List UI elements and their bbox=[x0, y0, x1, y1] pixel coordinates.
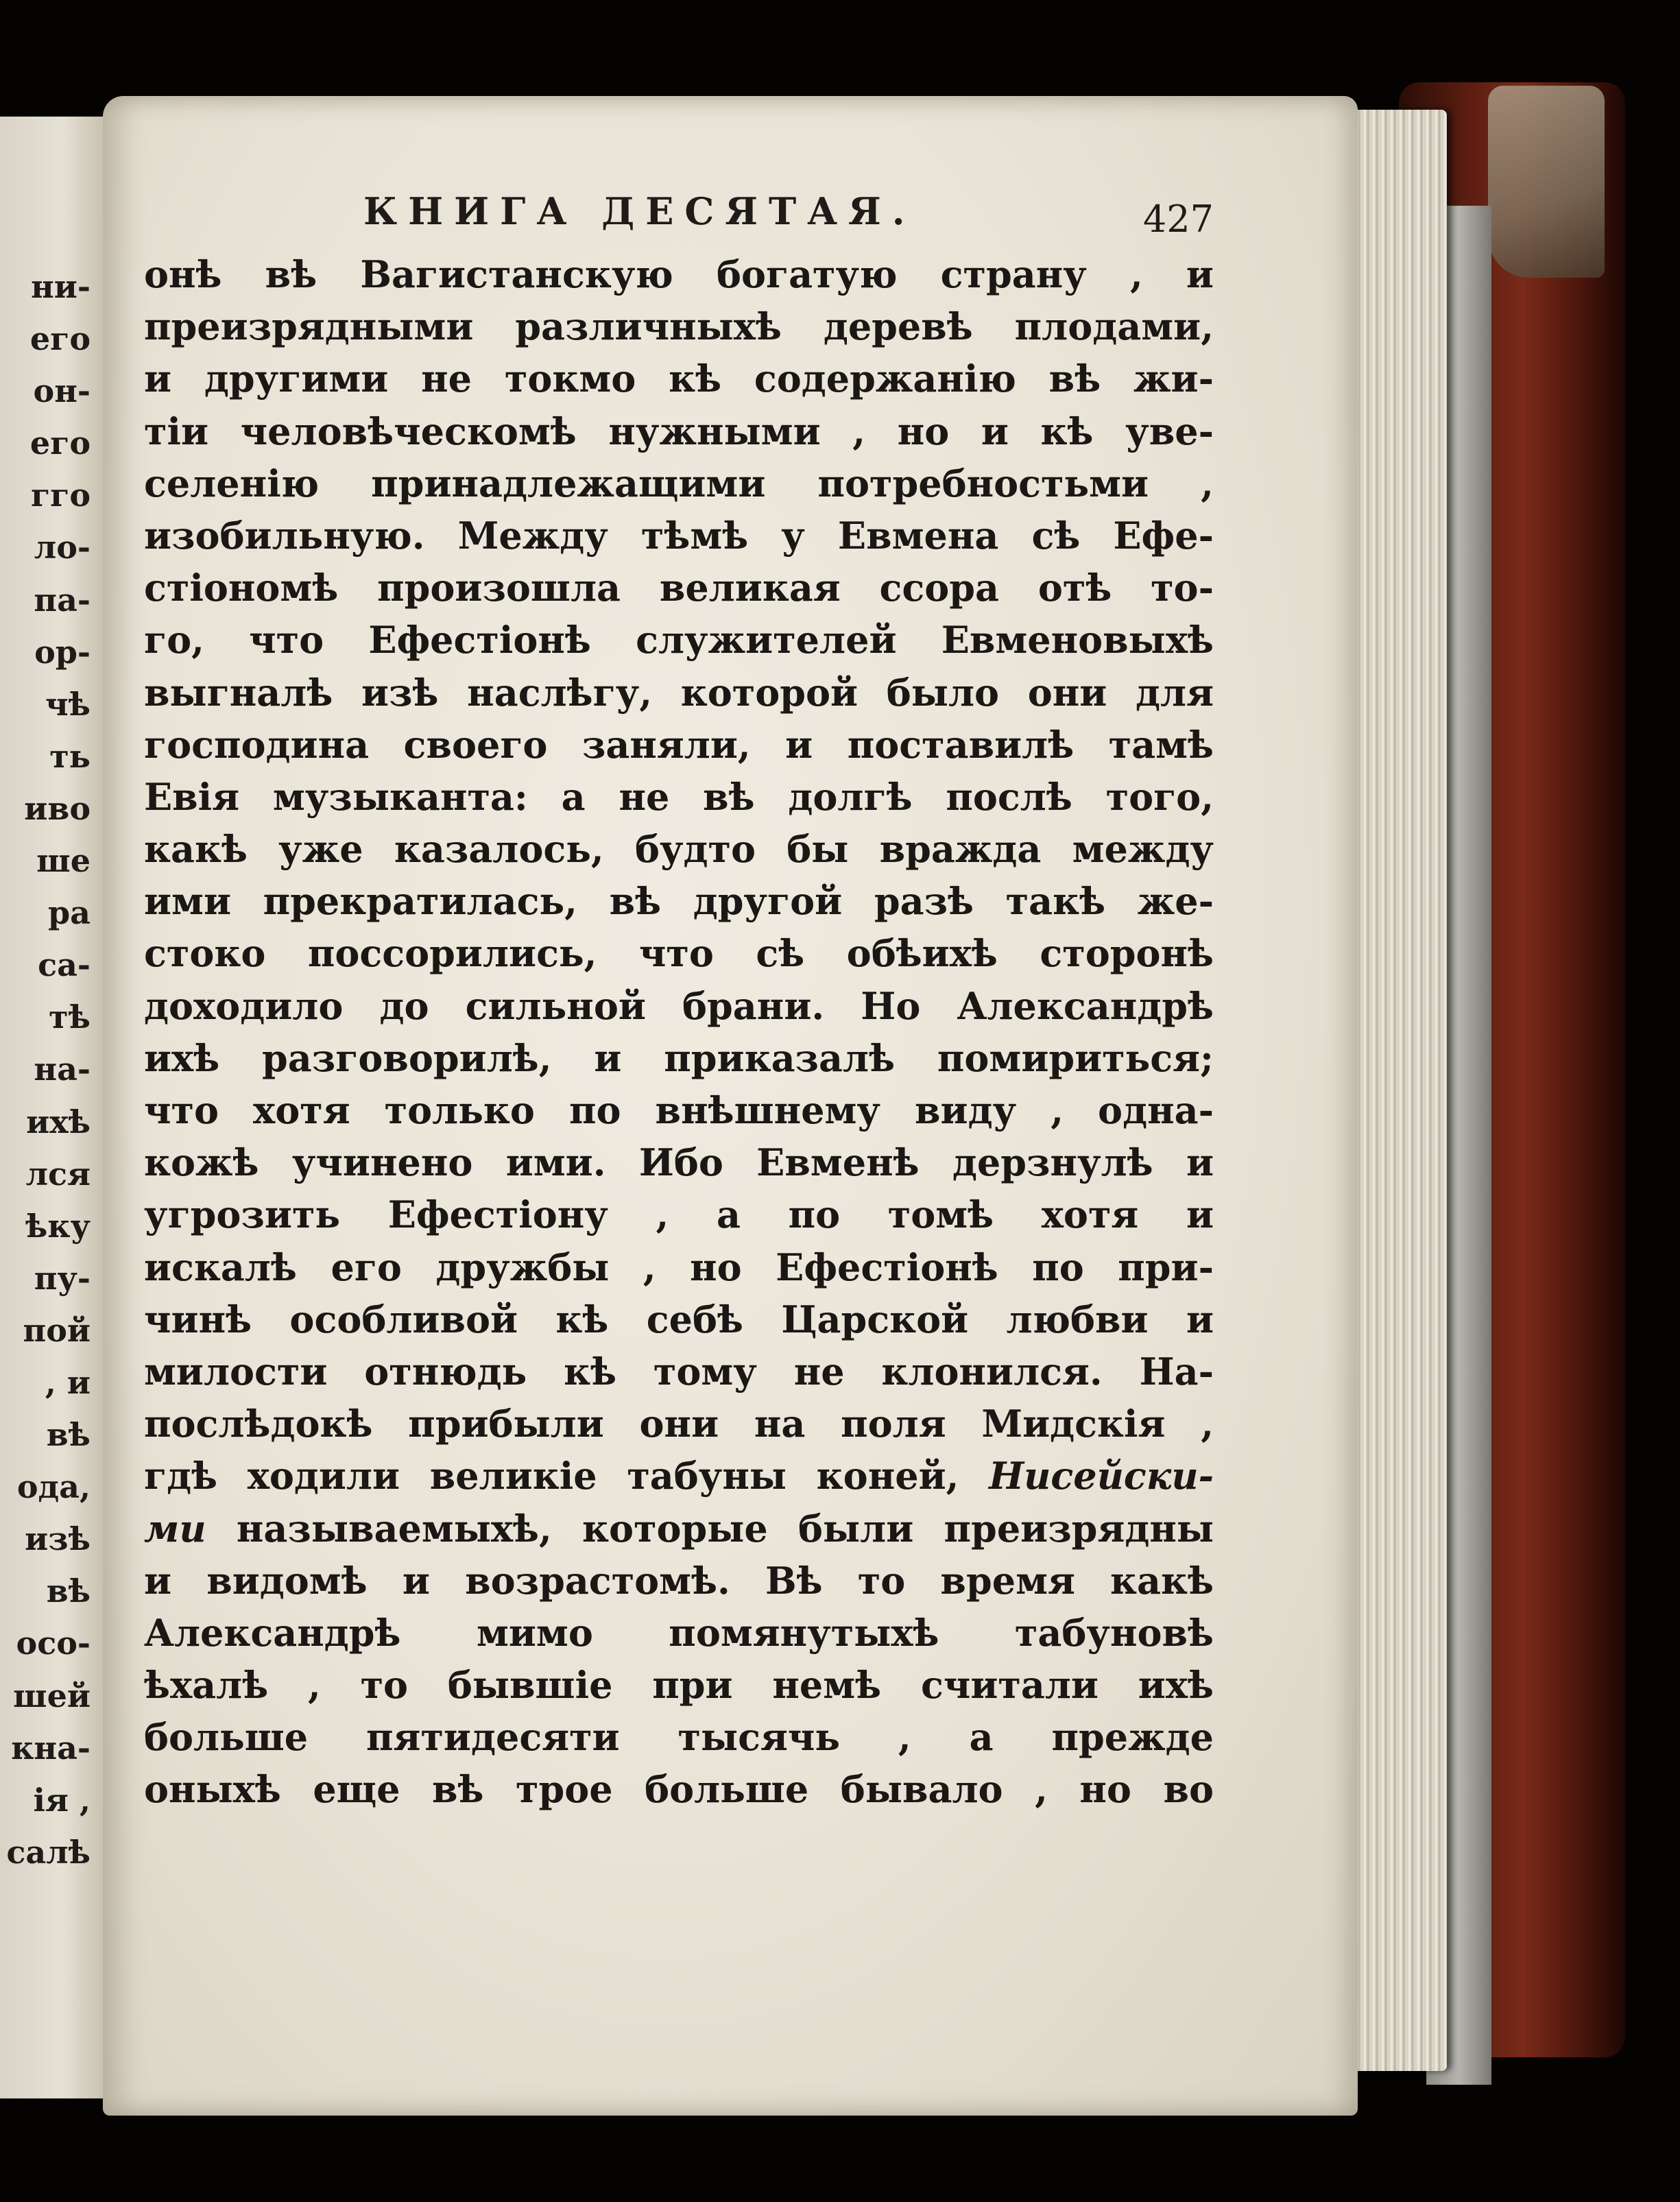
left-page-fragment: шей bbox=[13, 1677, 91, 1714]
text-line-25 bbox=[144, 1503, 1214, 1555]
left-page-fragment: ія , bbox=[33, 1781, 91, 1819]
text-line-10: господина своего заняли, и поставилѣ тамѣ bbox=[144, 722, 1214, 767]
text-line-19: угрозить Ефестіону , а по томѣ хотя и bbox=[144, 1193, 1214, 1237]
page-edges bbox=[1344, 110, 1447, 2071]
text-line-6: изобильную. Между тѣмѣ у Евмена сѣ Ефе- bbox=[144, 513, 1214, 558]
text-line-24 bbox=[144, 1450, 1214, 1502]
left-page-fragment: он- bbox=[33, 372, 91, 410]
left-page-fragment: тѣ bbox=[49, 998, 91, 1036]
left-page-fragment: са- bbox=[38, 946, 91, 984]
left-page-fragment: на- bbox=[34, 1051, 91, 1088]
page-number: 427 bbox=[1142, 198, 1214, 241]
text-line-5: селенію принадлежащими потребностьми , bbox=[144, 461, 1214, 505]
left-page-fragment: лся bbox=[25, 1155, 91, 1193]
text-line-24-roman: гдѣ ходили великіе табуны коней, bbox=[144, 1454, 989, 1498]
text-line-15: доходило до сильной брани. Но Александрѣ bbox=[144, 983, 1214, 1028]
text-line-14: стоко поссорились, что сѣ обѣихѣ сторонѣ bbox=[144, 931, 1214, 976]
text-line-1: онѣ вѣ Вагистанскую богатую страну , и bbox=[144, 252, 1214, 296]
left-page-fragment: гго bbox=[30, 477, 91, 514]
left-page-fragment: чѣ bbox=[45, 685, 91, 723]
text-line-22: милости отнюдь кѣ тому не клонился. На- bbox=[144, 1349, 1214, 1393]
left-page-fragment: ше bbox=[36, 842, 91, 880]
left-page-fragment: ть bbox=[49, 737, 91, 775]
left-page-fragment: ѣку bbox=[25, 1207, 91, 1245]
text-line-20: искалѣ его дружбы , но Ефестіонѣ по при- bbox=[144, 1245, 1214, 1289]
left-page-fragment: осо- bbox=[16, 1625, 91, 1662]
left-page-fragment: его bbox=[29, 424, 91, 462]
left-page-fragment: иво bbox=[24, 789, 91, 827]
text-line-7: стіономѣ произошла великая ссора отѣ то- bbox=[144, 566, 1214, 610]
binding-worn-corner bbox=[1488, 86, 1605, 278]
left-page-fragment: ни- bbox=[31, 268, 91, 305]
text-line-3: и другими не токмо кѣ содержанію вѣ жи- bbox=[144, 357, 1214, 401]
left-page-fragment: ода, bbox=[16, 1468, 91, 1506]
italic-word-2: ми bbox=[144, 1506, 206, 1551]
text-line-4: тіи человѣческомѣ нужными , но и кѣ уве- bbox=[144, 409, 1214, 453]
text-line-13: ими прекратилась, вѣ другой разѣ такѣ же- bbox=[144, 879, 1214, 924]
text-line-25-roman: называемыхѣ, которые были преизрядны bbox=[236, 1506, 1214, 1551]
left-page-fragment: изѣ bbox=[25, 1520, 91, 1558]
text-line-9: выгналѣ изѣ наслѣгу, которой было они для bbox=[144, 670, 1214, 715]
text-line-29: больше пятидесяти тысячь , а прежде bbox=[144, 1715, 1214, 1760]
left-page-fragment: пу- bbox=[34, 1259, 91, 1297]
running-header: КНИГА ДЕСЯТАЯ. bbox=[363, 189, 916, 233]
text-line-2: преизрядными различныхѣ деревѣ плодами, bbox=[144, 304, 1214, 349]
text-line-18: кожѣ учинено ими. Ибо Евменѣ дерзнулѣ и bbox=[144, 1140, 1214, 1185]
text-line-8: го, что Ефестіонѣ служителей Евменовыхѣ bbox=[144, 618, 1214, 662]
body-text bbox=[144, 248, 1214, 1816]
left-page-text-fragments bbox=[0, 261, 103, 1878]
left-page-fragment: ихѣ bbox=[26, 1103, 91, 1140]
text-line-23: послѣдокѣ прибыли они на поля Мидскія , bbox=[144, 1402, 1214, 1446]
text-line-28: ѣхалѣ , то бывшіе при немѣ считали ихѣ bbox=[144, 1663, 1214, 1708]
text-line-26: и видомѣ и возрастомѣ. Вѣ то время какѣ bbox=[144, 1558, 1214, 1603]
text-line-27: Александрѣ мимо помянутыхѣ табуновѣ bbox=[144, 1610, 1214, 1655]
italic-word-1: Нисейски- bbox=[989, 1454, 1214, 1498]
left-page-fragment: кна- bbox=[11, 1729, 91, 1767]
text-line-21: чинѣ особливой кѣ себѣ Царской любви и bbox=[144, 1297, 1214, 1341]
left-page-fragment: ор- bbox=[34, 633, 91, 671]
left-page-fragment: ло- bbox=[34, 529, 91, 566]
left-page-fragment: его bbox=[29, 320, 91, 358]
left-page-fragment: , и bbox=[45, 1363, 91, 1401]
left-page-fragment: салѣ bbox=[6, 1833, 91, 1871]
left-page-fragment: вѣ bbox=[46, 1416, 91, 1454]
text-line-12: какѣ уже казалось, будто бы вражда между bbox=[144, 827, 1214, 872]
left-page-fragment: па- bbox=[34, 581, 91, 619]
left-page-fragment: ра bbox=[48, 894, 91, 932]
left-page-fragment: пой bbox=[23, 1311, 91, 1349]
left-page-fragment: вѣ bbox=[46, 1572, 91, 1610]
text-line-17: что хотя только по внѣшнему виду , одна- bbox=[144, 1088, 1214, 1132]
text-line-16: ихѣ разговорилѣ, и приказалѣ помириться; bbox=[144, 1036, 1214, 1080]
text-line-11: Евія музыканта: а не вѣ долгѣ послѣ того, bbox=[144, 774, 1214, 819]
text-line-30: оныхѣ еще вѣ трое больше бывало , но во bbox=[144, 1767, 1214, 1812]
